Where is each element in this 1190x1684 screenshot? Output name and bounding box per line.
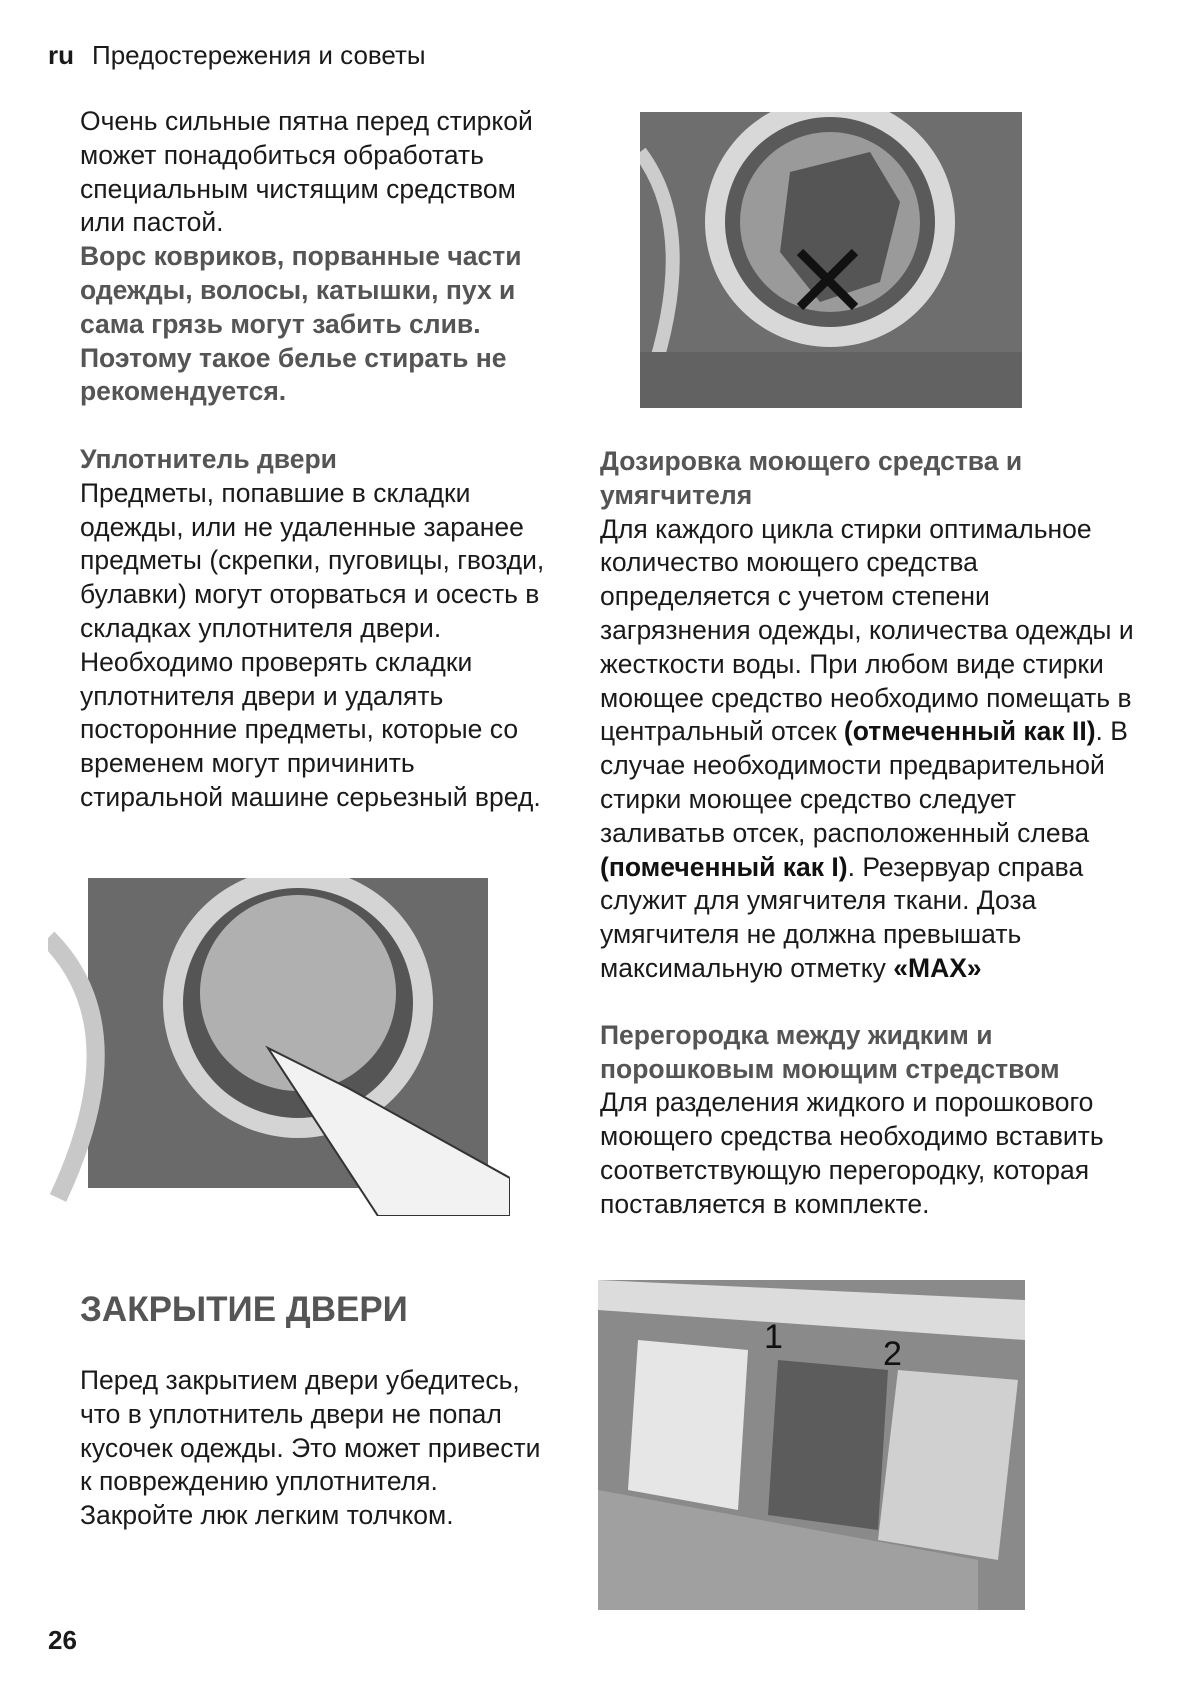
closing-door-heading: ЗАКРЫТИЕ ДВЕРИ <box>80 1290 408 1329</box>
dosage-text: Для каждого цикла стирки оптимальное количество моющего средства определяется с учетом степени загрязнения одежды, количества одежды и жесткости воды. При любом виде стирки моющее средство необходимо помещать в центральный отсек <box>600 513 1134 747</box>
figure-label-1: 1 <box>764 1318 783 1356</box>
door-seal-figure <box>48 878 510 1216</box>
compartment-i-label: (помеченный как I) <box>600 851 848 882</box>
laundry-in-drum-illustration <box>640 112 1022 408</box>
running-header <box>48 40 426 71</box>
section-title: Предостережения и советы <box>92 40 426 70</box>
drum-laundry-figure <box>640 112 1022 408</box>
seal-section <box>80 443 560 815</box>
seal-paragraph: Предметы, попавшие в складки одежды, или не удаленные заранее предметы (скрепки, пуговицы, гвозди, булавки) могут оторваться и осесть в складках уплотнителя двери. Необходимо проверять складки уплотнителя двери и удалять посторонние предметы, которые со временем могут причинить стиральной машине серьезный вред. <box>80 477 545 812</box>
dosage-text: . В случае необходимости предварительной стирки моющее средство следует заливатьв отсек, расположенный слева <box>600 716 1128 848</box>
seal-heading: Уплотнитель двери <box>80 444 337 474</box>
dosage-paragraph <box>600 513 1140 986</box>
figure-label-2: 2 <box>883 1335 902 1373</box>
divider-paragraph: Для разделения жидкого и порошкового моющего средства необходимо вставить соответствующую перегородку, которая поставляется в комплекте. <box>600 1087 1104 1219</box>
page-number: 26 <box>48 1625 77 1655</box>
detergent-drawer-illustration <box>598 1280 1025 1610</box>
language-code: ru <box>48 40 74 70</box>
compartment-ii-label: (отмеченный как II) <box>843 716 1096 747</box>
dosage-text: . Резервуар справа служит для умягчителя ткани. Доза умягчителя не должна превышать максимальную отметку <box>600 851 1084 983</box>
dispenser-figure <box>598 1280 1025 1610</box>
closing-door-paragraph: Перед закрытием двери убедитесь, что в уплотнитель двери не попал кусочек одежды. Это может привести к повреждению уплотнителя. Закройте люк легким толчком. <box>80 1365 541 1531</box>
dosage-section <box>600 445 1160 1222</box>
left-column-top <box>80 105 560 409</box>
warning-paragraph: Ворс ковриков, порванные части одежды, волосы, катышки, пух и сама грязь могут забить слив. Поэтому такое белье стирать не рекомендуется. <box>80 241 522 407</box>
intro-paragraph: Очень сильные пятна перед стиркой может понадобиться обработать специальным чистящим средством или пастой. <box>80 106 533 238</box>
dosage-heading: Дозировка моющего средства и умягчителя <box>600 446 1023 510</box>
divider-heading: Перегородка между жидким и порошковым моющим стредством <box>600 1019 1060 1084</box>
max-mark-label: «MAX» <box>893 952 982 983</box>
hand-checking-seal-illustration <box>48 878 510 1216</box>
